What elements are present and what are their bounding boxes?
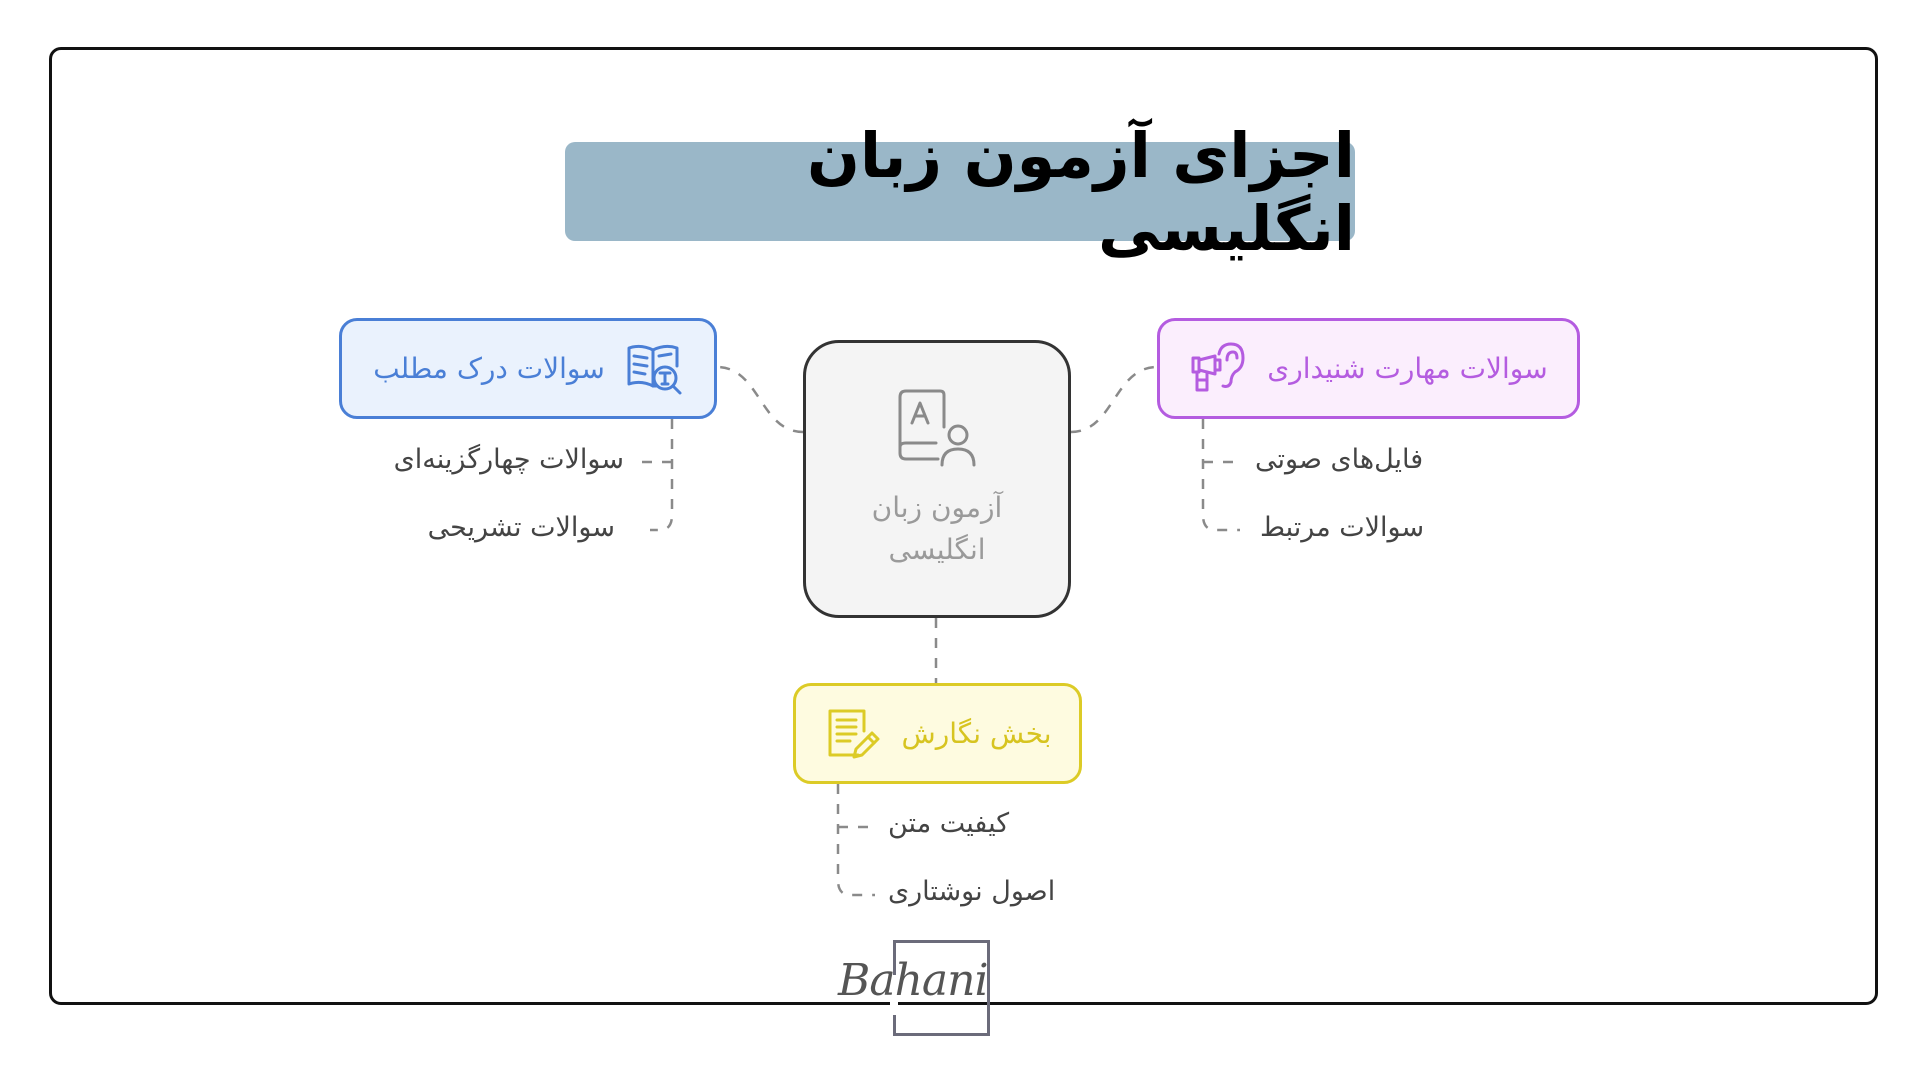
branch-writing-label: بخش نگارش: [901, 717, 1052, 750]
reading-book-search-icon: [625, 340, 683, 398]
branch-listening-label: سوالات مهارت شنیداری: [1267, 352, 1548, 385]
branch-listening[interactable]: [1157, 318, 1580, 419]
center-node[interactable]: [803, 340, 1071, 618]
title-banner: [565, 118, 1355, 265]
writing-item-2: اصول نوشتاری: [888, 876, 1056, 907]
listening-item-2: سوالات مرتبط: [1260, 512, 1425, 543]
reading-item-2: سوالات تشریحی: [427, 512, 615, 543]
branch-reading-label: سوالات درک مطلب: [373, 352, 605, 385]
reading-item-1: سوالات چهارگزینه‌ای: [393, 444, 624, 475]
language-learner-icon: [892, 387, 982, 477]
center-node-label: آزمون زبان انگلیسی: [871, 491, 1003, 566]
watermark-logo-text: Bahani: [838, 955, 988, 1006]
writing-item-1: کیفیت متن: [888, 808, 1010, 839]
document-pencil-icon: [824, 705, 882, 763]
diagram-title: اجزای آزمون زبان انگلیسی: [806, 118, 1355, 265]
branch-writing[interactable]: [793, 683, 1082, 784]
listening-item-1: فایل‌های صوتی: [1255, 444, 1424, 475]
branch-reading[interactable]: [339, 318, 717, 419]
ear-megaphone-icon: [1189, 340, 1247, 398]
